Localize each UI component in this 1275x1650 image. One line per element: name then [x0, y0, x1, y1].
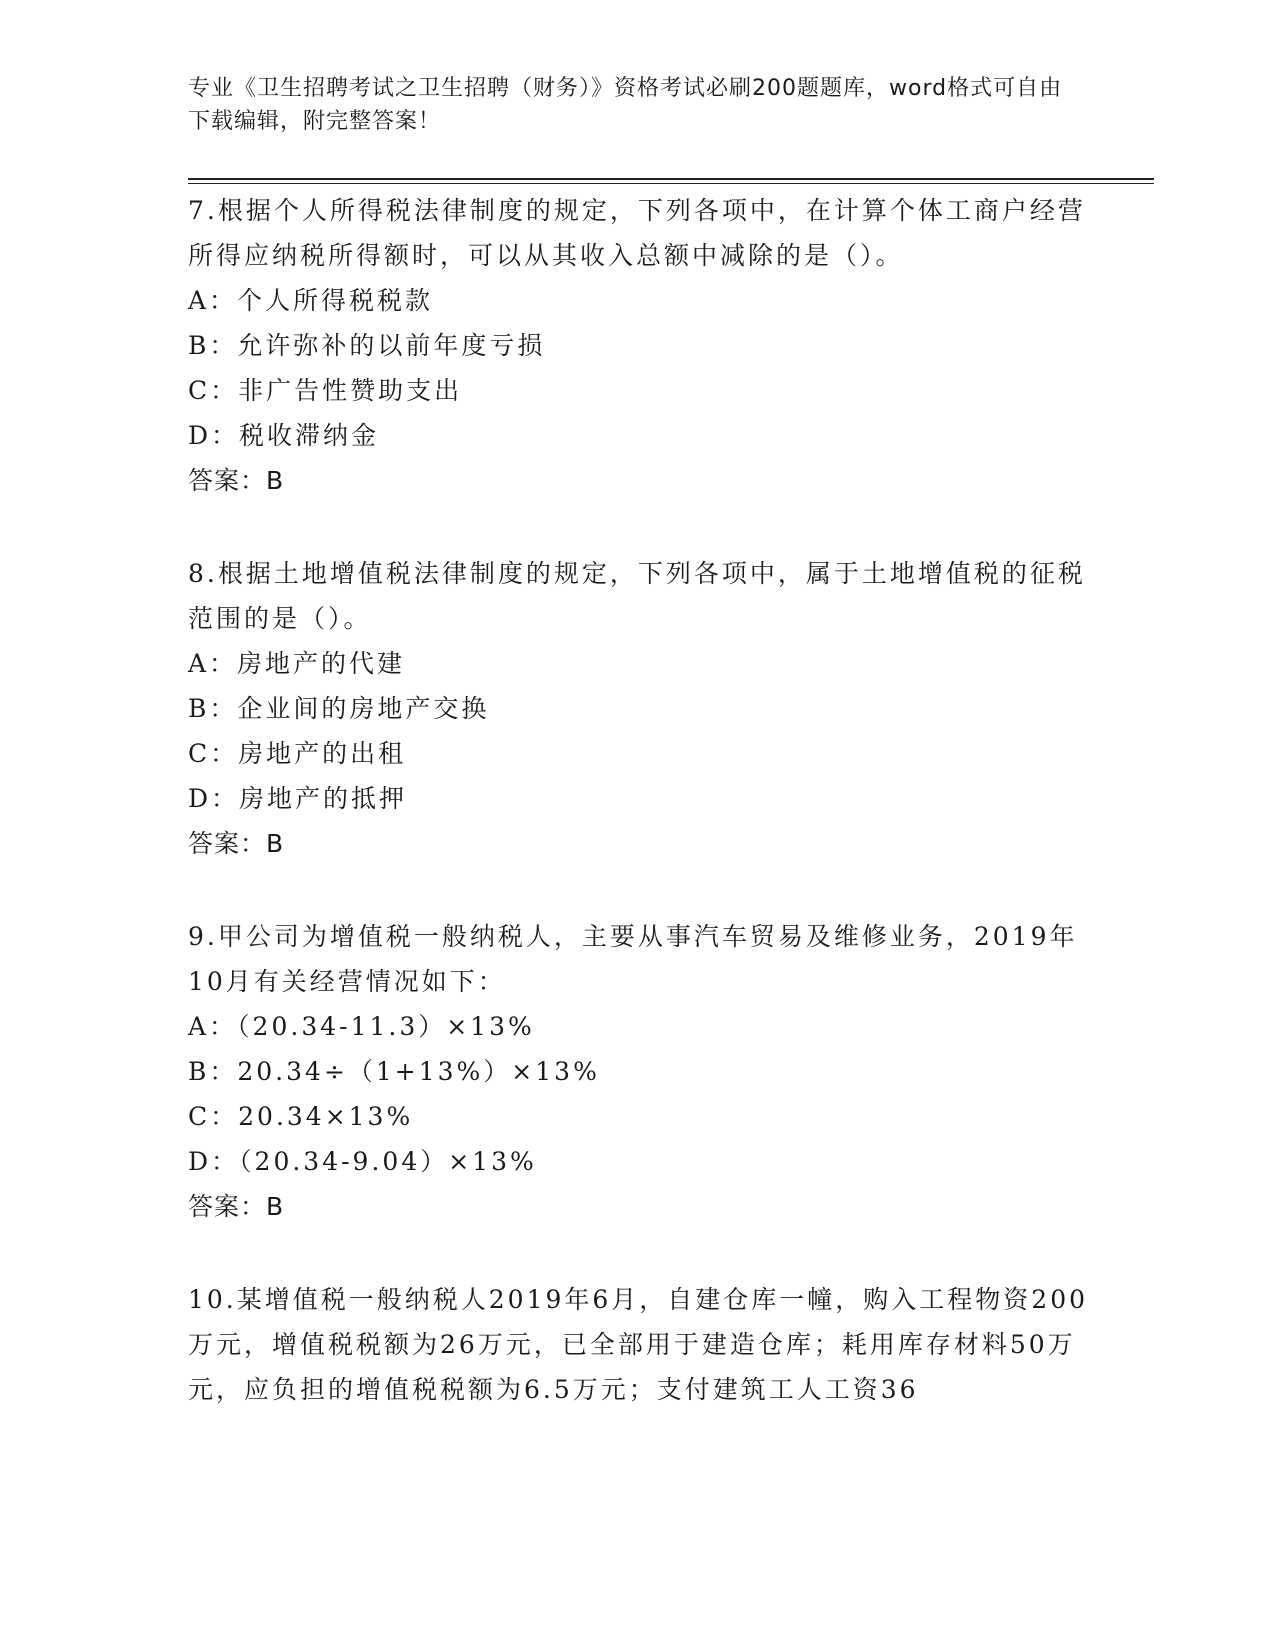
- option-a: A：个人所得税税款: [188, 286, 434, 315]
- question-list: [188, 188, 1088, 1412]
- question-9: [188, 914, 1088, 1229]
- question-7: [188, 188, 1088, 503]
- question-stem: 10.某增值税一般纳税人2019年6月，自建仓库一幢，购入工程物资200万元，增值税税额为26万元，已全部用于建造仓库；耗用库存材料50万元，应负担的增值税税额为6.5万元；支付建筑工人工资36: [188, 1285, 1089, 1404]
- answer: 答案：B: [188, 829, 285, 858]
- option-a: A：房地产的代建: [188, 649, 406, 678]
- option-d: D：税收滞纳金: [188, 421, 380, 450]
- option-c: C：20.34×13%: [188, 1102, 414, 1131]
- answer: 答案：B: [188, 1192, 285, 1221]
- option-a: A：（20.34-11.3）×13%: [188, 1012, 535, 1041]
- document-header: 专业《卫生招聘考试之卫生招聘（财务）》资格考试必刷200题题库，word格式可自由下载编辑，附完整答案！: [188, 76, 1063, 134]
- header-divider: [188, 178, 1154, 180]
- question-10: [188, 1277, 1088, 1412]
- question-stem: 8.根据土地增值税法律制度的规定，下列各项中，属于土地增值税的征税范围的是（）。: [188, 559, 1086, 633]
- question-stem: 9.甲公司为增值税一般纳税人，主要从事汽车贸易及维修业务，2019年10月有关经营情况如下：: [188, 922, 1078, 996]
- option-c: C：房地产的出租: [188, 739, 407, 768]
- question-8: [188, 551, 1088, 866]
- header-divider-thin: [188, 183, 1154, 184]
- question-stem: 7.根据个人所得税法律制度的规定，下列各项中，在计算个体工商户经营所得应纳税所得额时，可以从其收入总额中减除的是（）。: [188, 196, 1086, 270]
- answer: 答案：B: [188, 466, 285, 495]
- option-b: B：企业间的房地产交换: [188, 694, 490, 723]
- option-b: B：20.34÷（1+13%）×13%: [188, 1057, 600, 1086]
- option-b: B：允许弥补的以前年度亏损: [188, 331, 546, 360]
- option-d: D：（20.34-9.04）×13%: [188, 1147, 537, 1176]
- option-c: C：非广告性赞助支出: [188, 376, 463, 405]
- option-d: D：房地产的抵押: [188, 784, 408, 813]
